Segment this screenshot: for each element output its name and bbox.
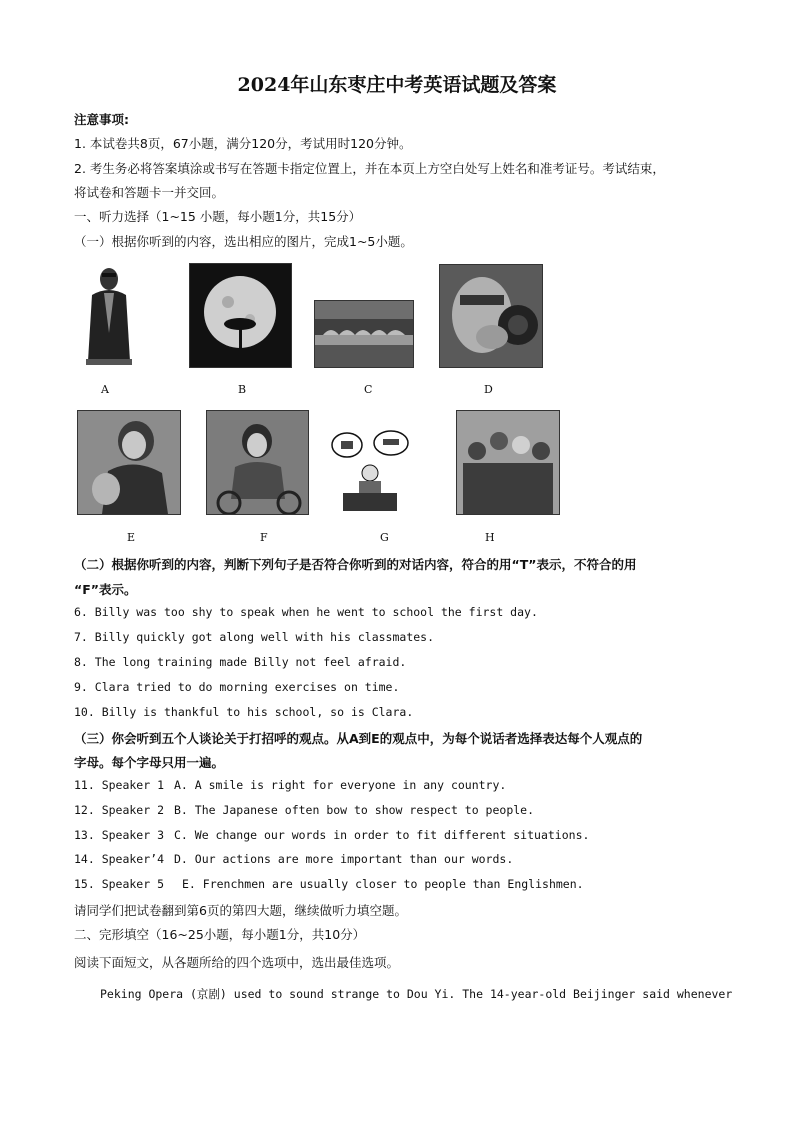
speaker-option: A. A smile is right for everyone in any country. bbox=[174, 778, 507, 792]
picture-label-c: C bbox=[364, 383, 373, 396]
part3-instruction-line-1: （三）你会听到五个人谈论关于打招呼的观点。从A到E的观点中，为每个说话者选择表达每个人观点的 bbox=[74, 731, 643, 746]
picture-b-moon-tree bbox=[189, 263, 292, 368]
speaker-label: 12. Speaker 2 bbox=[74, 803, 165, 817]
speaker-row-14 bbox=[74, 852, 513, 866]
picture-c-stone-bridge bbox=[314, 300, 414, 368]
picture-label-h: H bbox=[485, 531, 495, 544]
picture-label-a: A bbox=[101, 383, 109, 396]
speaker-row-15 bbox=[74, 877, 584, 891]
statement-6: 6. Billy was too shy to speak when he went to school the first day. bbox=[74, 605, 538, 619]
notice-line-2: 2. 考生务必将答案填涂或书写在答题卡指定位置上，并在本页上方空白处写上姓名和准考证号。考试结束， bbox=[74, 161, 665, 176]
speaker-option: E. Frenchmen are usually closer to people than Englishmen. bbox=[182, 877, 584, 891]
statement-9: 9. Clara tried to do morning exercises on time. bbox=[74, 680, 400, 694]
speaker-label: 11. Speaker 1 bbox=[74, 778, 165, 792]
speaker-option: C. We change our words in order to fit different situations. bbox=[174, 828, 590, 842]
picture-f-girl-cycling bbox=[206, 410, 309, 515]
picture-label-b: B bbox=[238, 383, 247, 396]
picture-d-photographer bbox=[439, 264, 543, 368]
picture-e-mother-child bbox=[77, 410, 181, 515]
picture-g-cartoon-thinking bbox=[331, 429, 409, 513]
picture-h-family bbox=[456, 410, 560, 515]
picture-label-g: G bbox=[380, 531, 389, 544]
speaker-row-12 bbox=[74, 803, 534, 817]
section2-heading: 二、完形填空（16~25小题，每小题1分，共10分） bbox=[74, 927, 366, 942]
statement-8: 8. The long training made Billy not feel afraid. bbox=[74, 655, 407, 669]
picture-label-f: F bbox=[260, 531, 268, 544]
speaker-option: B. The Japanese often bow to show respect to people. bbox=[174, 803, 535, 817]
statement-7: 7. Billy quickly got along well with his classmates. bbox=[74, 630, 435, 644]
speaker-row-13 bbox=[74, 828, 589, 842]
part1-instruction: （一）根据你听到的内容，选出相应的图片，完成1~5小题。 bbox=[74, 234, 413, 249]
page-title: 2024年山东枣庄中考英语试题及答案 bbox=[237, 74, 557, 96]
picture-a-confucius bbox=[78, 263, 140, 367]
passage-first-line: Peking Opera (京剧) used to sound strange to Dou Yi. The 14-year-old Beijinger said whenever bbox=[100, 987, 733, 1001]
picture-label-d: D bbox=[484, 383, 493, 396]
section2-instruction: 阅读下面短文，从各题所给的四个选项中，选出最佳选项。 bbox=[74, 955, 400, 970]
speaker-row-11 bbox=[74, 778, 506, 792]
notice-heading: 注意事项: bbox=[74, 112, 129, 127]
notice-line-3: 将试卷和答题卡一并交回。 bbox=[74, 185, 225, 200]
speaker-label: 14. Speaker’4 bbox=[74, 852, 165, 866]
notice-line-1: 1. 本试卷共8页，67小题，满分120分，考试用时120分钟。 bbox=[74, 136, 412, 151]
speaker-option: D. Our actions are more important than our words. bbox=[174, 852, 514, 866]
speaker-label: 15. Speaker 5 bbox=[74, 877, 165, 891]
part2-instruction-line-1: （二）根据你听到的内容，判断下列句子是否符合你听到的对话内容，符合的用“T”表示，不符合的用 bbox=[74, 557, 637, 572]
picture-label-e: E bbox=[127, 531, 136, 544]
part2-instruction-line-2: “F”表示。 bbox=[74, 582, 137, 597]
part3-instruction-line-2: 字母。每个字母只用一遍。 bbox=[74, 755, 225, 770]
statement-10: 10. Billy is thankful to his school, so is Clara. bbox=[74, 705, 414, 719]
speaker-label: 13. Speaker 3 bbox=[74, 828, 165, 842]
turn-page-note: 请同学们把试卷翻到第6页的第四大题，继续做听力填空题。 bbox=[74, 903, 407, 918]
section1-heading: 一、听力选择（1~15 小题，每小题1分，共15分） bbox=[74, 209, 362, 224]
